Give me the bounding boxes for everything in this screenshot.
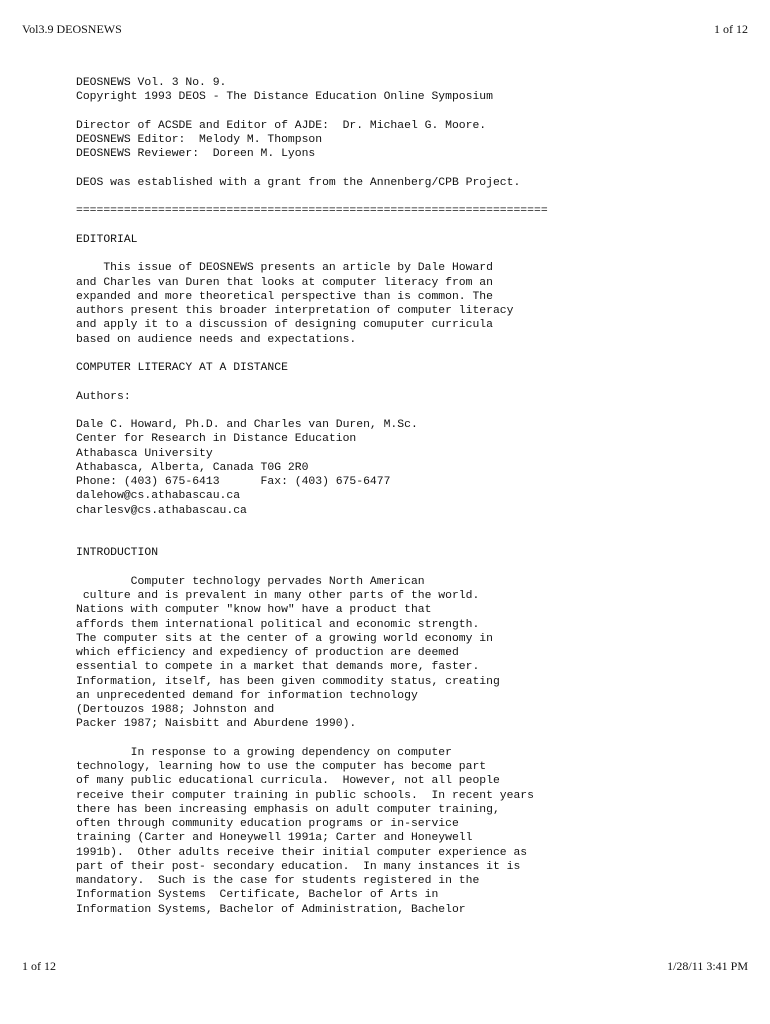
text-line: receive their computer training in public schools. In recent years bbox=[76, 789, 534, 802]
text-line: EDITORIAL bbox=[76, 233, 138, 246]
text-line: The computer sits at the center of a growing world economy in bbox=[76, 632, 493, 645]
text-line: Information Systems Certificate, Bachelor of Arts in bbox=[76, 889, 439, 902]
footer-page-count: 1 of 12 bbox=[22, 959, 56, 973]
text-line: there has been increasing emphasis on adult computer training, bbox=[76, 803, 500, 816]
text-line: Dale C. Howard, Ph.D. and Charles van Duren, M.Sc. bbox=[76, 419, 418, 431]
text-line: affords them international political and economic strength. bbox=[76, 618, 480, 631]
text-line bbox=[76, 219, 756, 233]
text-line: Nations with computer "know how" have a product that bbox=[76, 604, 432, 617]
text-line: technology, learning how to use the computer has become part bbox=[76, 761, 487, 773]
document-body bbox=[76, 76, 756, 917]
text-line: DEOSNEWS Vol. 3 No. 9. bbox=[76, 77, 227, 89]
text-line: Computer technology pervades North American bbox=[76, 575, 425, 588]
text-line: DEOS was established with a grant from the Annenberg/CPB Project. bbox=[76, 176, 521, 189]
text-line: (Dertouzos 1988; Johnston and bbox=[76, 704, 275, 716]
text-line: Information, itself, has been given commodity status, creating bbox=[76, 675, 500, 688]
text-line: dalehow@cs.athabascau.ca bbox=[76, 490, 241, 503]
text-line: culture and is prevalent in many other parts of the world. bbox=[76, 590, 480, 602]
text-line bbox=[76, 518, 756, 532]
text-line bbox=[76, 375, 756, 389]
text-line: Copyright 1993 DEOS - The Distance Education Online Symposium bbox=[76, 91, 493, 104]
text-line: Director of ACSDE and Editor of AJDE: Dr. Michael G. Moore. bbox=[76, 119, 487, 132]
text-line bbox=[76, 247, 756, 261]
running-header-page-count: 1 of 12 bbox=[714, 22, 748, 36]
text-line: DEOSNEWS Editor: Melody M. Thompson bbox=[76, 134, 323, 146]
text-line: which efficiency and expediency of production are deemed bbox=[76, 647, 459, 659]
text-line: expanded and more theoretical perspective than is common. The bbox=[76, 290, 493, 303]
text-line bbox=[76, 732, 756, 746]
text-line: Packer 1987; Naisbitt and Aburdene 1990). bbox=[76, 718, 357, 731]
text-line: In response to a growing dependency on computer bbox=[76, 746, 452, 759]
text-line bbox=[76, 532, 756, 546]
text-line: Information Systems, Bachelor of Administration, Bachelor bbox=[76, 903, 466, 916]
text-line: and Charles van Duren that looks at computer literacy from an bbox=[76, 276, 493, 289]
text-line bbox=[76, 347, 756, 361]
text-line bbox=[76, 105, 756, 119]
text-line: Athabasca, Alberta, Canada T0G 2R0 bbox=[76, 461, 309, 474]
footer-timestamp: 1/28/11 3:41 PM bbox=[667, 959, 748, 973]
text-line: often through community education programs or in-service bbox=[76, 818, 459, 830]
text-line bbox=[76, 162, 756, 176]
text-line: mandatory. Such is the case for students registered in the bbox=[76, 875, 480, 887]
text-line: Athabasca University bbox=[76, 447, 213, 460]
text-line: authors present this broader interpretation of computer literacy bbox=[76, 305, 514, 317]
text-line bbox=[76, 404, 756, 418]
text-line: essential to compete in a market that demands more, faster. bbox=[76, 661, 480, 674]
text-line: Phone: (403) 675-6413 Fax: (403) 675-6477 bbox=[76, 476, 391, 488]
text-line: of many public educational curricula. However, not all people bbox=[76, 775, 500, 788]
text-line: Center for Research in Distance Education bbox=[76, 433, 357, 446]
text-line: part of their post- secondary education. In many instances it is bbox=[76, 860, 521, 873]
text-line: and apply it to a discussion of designing comuputer curricula bbox=[76, 319, 493, 332]
text-line bbox=[76, 561, 756, 575]
text-line: based on audience needs and expectations. bbox=[76, 333, 357, 346]
running-header-title: Vol3.9 DEOSNEWS bbox=[22, 22, 122, 36]
text-line: COMPUTER LITERACY AT A DISTANCE bbox=[76, 362, 288, 374]
text-line: Authors: bbox=[76, 390, 131, 403]
text-line: 1991b). Other adults receive their initial computer experience as bbox=[76, 846, 528, 859]
text-line: DEOSNEWS Reviewer: Doreen M. Lyons bbox=[76, 148, 316, 161]
text-line: INTRODUCTION bbox=[76, 547, 159, 560]
text-line: This issue of DEOSNEWS presents an article by Dale Howard bbox=[76, 262, 493, 275]
text-line: an unprecedented demand for information technology bbox=[76, 689, 418, 702]
text-line bbox=[76, 190, 756, 204]
text-line: training (Carter and Honeywell 1991a; Carter and Honeywell bbox=[76, 832, 473, 845]
text-line: ===================================================================== bbox=[76, 205, 548, 218]
text-line: charlesv@cs.athabascau.ca bbox=[76, 504, 247, 517]
